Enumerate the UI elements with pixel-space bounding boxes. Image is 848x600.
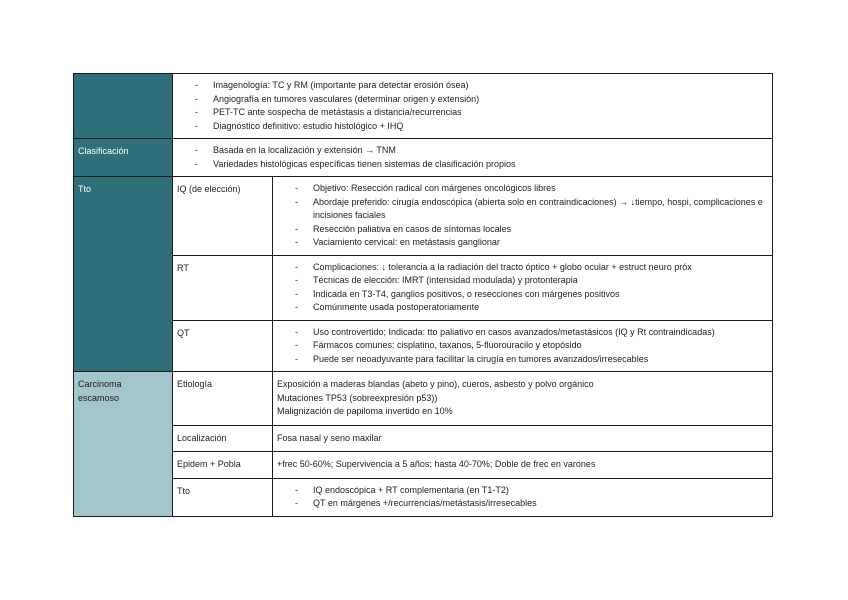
epidem-text: +frec 50-60%; Supervivencia a 5 años: hasta 40-70%; Doble de frec en varones bbox=[277, 459, 596, 469]
subcategory-label: Tto bbox=[177, 485, 191, 496]
category-carcinoma-escamoso bbox=[74, 372, 173, 517]
iq-list bbox=[273, 177, 772, 255]
text-line: Exposición a maderas blandas (abeto y pino), cueros, asbesto y polvo orgánico bbox=[277, 379, 594, 389]
list-item: - Objetivo: Resección radical con márgenes oncológicos libres bbox=[295, 182, 768, 196]
text-line: Mutaciones TP53 (sobreexpresión p53)) bbox=[277, 392, 438, 403]
epidem-cell bbox=[273, 452, 773, 479]
row-carcinoma-tto bbox=[74, 478, 773, 516]
list-item: - Uso controvertido; Indicada: tto paliativo en casos avanzados/metastásicos (IQ y Rt contraindicadas) bbox=[295, 326, 768, 340]
list-item: - Resección paliativa en casos de síntomas locales bbox=[295, 223, 768, 237]
subcategory-label: RT bbox=[177, 262, 189, 273]
list-item: - Indicada en T3-T4, ganglios positivos, o resecciones con márgenes positivos bbox=[295, 288, 768, 302]
qt-cell bbox=[273, 320, 773, 372]
subcategory-label: Localización bbox=[177, 432, 227, 443]
list-item: - Basada en la localización y extensión → TNM bbox=[195, 144, 768, 158]
list-item: - Técnicas de elección: IMRT (intensidad modulada) y protonterapia bbox=[295, 274, 768, 288]
row-clasificacion bbox=[74, 139, 773, 177]
list-item: - Puede ser neoadyuvante para facilitar la cirugía en tumores avanzados/irresecables bbox=[295, 353, 768, 367]
subcategory-iq bbox=[173, 177, 273, 256]
qt-list bbox=[273, 321, 772, 372]
rt-cell bbox=[273, 255, 773, 320]
subcategory-localizacion bbox=[173, 425, 273, 452]
imaging-list bbox=[173, 74, 772, 138]
text-line: Malignización de papiloma invertido en 10% bbox=[277, 406, 453, 416]
etiologia-cell bbox=[273, 372, 773, 426]
clasificacion-cell bbox=[173, 139, 773, 177]
clinical-table bbox=[73, 73, 773, 517]
localizacion-cell bbox=[273, 425, 773, 452]
category-label: Tto bbox=[78, 184, 92, 194]
list-item: - Comúnmente usada postoperatoriamente bbox=[295, 301, 768, 315]
row-tto-iq bbox=[74, 177, 773, 256]
list-item: - Angiografía en tumores vasculares (determinar origen y extensión) bbox=[195, 93, 768, 107]
list-item: - Fármacos comunes: cisplatino, taxanos, 5-fluorouracilo y etopósido bbox=[295, 339, 768, 353]
row-tto-rt bbox=[74, 255, 773, 320]
carcinoma-tto-list bbox=[273, 479, 772, 516]
row-carcinoma-etiologia bbox=[74, 372, 773, 426]
category-label-line: Carcinoma bbox=[78, 379, 122, 389]
subcategory-etiologia bbox=[173, 372, 273, 426]
iq-cell bbox=[273, 177, 773, 256]
subcategory-label: IQ (de elección) bbox=[177, 184, 241, 194]
subcategory-rt bbox=[173, 255, 273, 320]
row-imaging bbox=[74, 74, 773, 139]
subcategory-label: QT bbox=[177, 327, 190, 338]
list-item: - Abordaje preferido: cirugía endoscópica (abierta solo en contraindicaciones) → ↓tiempo, hospi, complicaciones e incisiones faciales bbox=[295, 196, 768, 223]
list-item: - QT en márgenes +/recurrencias/metástasis/irresecables bbox=[295, 497, 768, 511]
etiologia-text bbox=[273, 372, 772, 425]
subcategory-label: Epidem + Pobla bbox=[177, 459, 241, 469]
row-tto-qt bbox=[74, 320, 773, 372]
category-tto bbox=[74, 177, 173, 372]
subcategory-tto bbox=[173, 478, 273, 516]
category-label: Clasificación bbox=[78, 146, 129, 156]
subcategory-epidem bbox=[173, 452, 273, 479]
imaging-cell bbox=[173, 74, 773, 139]
localizacion-text: Fosa nasal y seno maxilar bbox=[277, 432, 382, 443]
list-item: - Diagnóstico definitivo: estudio histológico + IHQ bbox=[195, 120, 768, 134]
row-carcinoma-localizacion bbox=[74, 425, 773, 452]
list-item: - Vaciamiento cervical: en metástasis ganglionar bbox=[295, 236, 768, 250]
category-label-line: escamoso bbox=[78, 392, 120, 403]
category-label bbox=[74, 372, 172, 411]
subcategory-qt bbox=[173, 320, 273, 372]
list-item: - Complicaciones: ↓ tolerancia a la radiación del tracto óptico + globo ocular + estruct neuro próx bbox=[295, 261, 768, 275]
list-item: - IQ endoscópica + RT complementaria (en T1-T2) bbox=[295, 484, 768, 498]
clasificacion-list bbox=[173, 139, 772, 176]
category-clasificacion bbox=[74, 139, 173, 177]
list-item: - Variedades histológicas específicas tienen sistemas de clasificación propios bbox=[195, 158, 768, 172]
carcinoma-tto-cell bbox=[273, 478, 773, 516]
rt-list bbox=[273, 256, 772, 320]
row-carcinoma-epidem bbox=[74, 452, 773, 479]
subcategory-label: Etiología bbox=[177, 379, 213, 389]
row-imaging-category bbox=[74, 74, 173, 139]
list-item: - Imagenología: TC y RM (importante para detectar erosión ósea) bbox=[195, 79, 768, 93]
list-item: - PET-TC ante sospecha de metástasis a distancia/recurrencias bbox=[195, 106, 768, 120]
